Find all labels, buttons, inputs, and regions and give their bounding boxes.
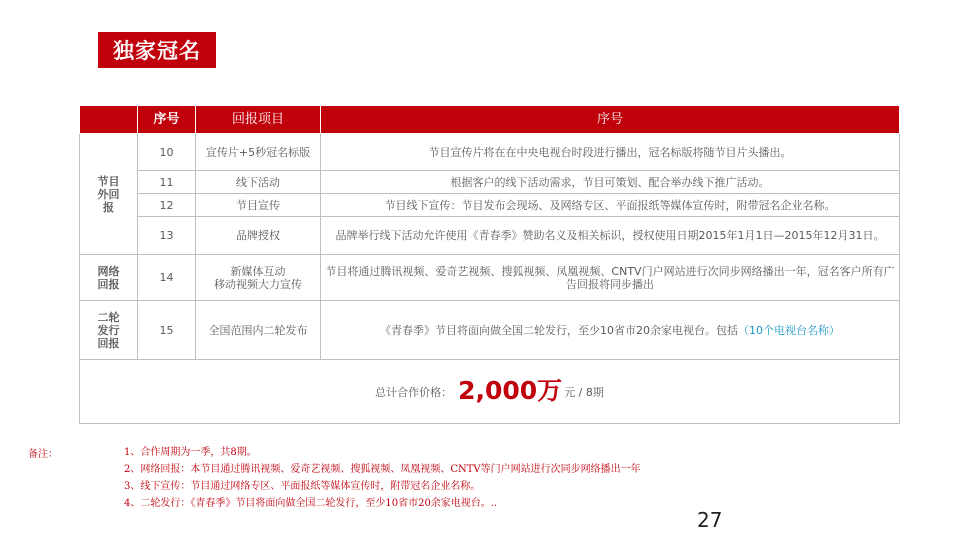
row-desc: 品牌举行线下活动允许使用《青春季》赞助名义及相关标识，授权使用日期2015年1月1日—2015年12月31日。 <box>321 217 900 255</box>
note-item: 4、二轮发行：《青春季》节目将面向做全国二轮发行，至少10省市20余家电视台。.. <box>124 498 498 509</box>
notes-list <box>124 444 824 512</box>
total-amount: 2,000万 <box>458 376 563 405</box>
row-item: 全国范围内二轮发布 <box>196 301 321 360</box>
row-item: 品牌授权 <box>196 217 321 255</box>
notes-label: 备注： <box>28 449 58 460</box>
row-item: 宣传片+5秒冠名标版 <box>196 134 321 171</box>
row-desc: 节目宣传片将在在中央电视台时段进行播出，冠名标版将随节目片头播出。 <box>321 134 900 171</box>
row-item: 线下活动 <box>196 171 321 194</box>
row-desc <box>321 301 900 360</box>
row-number: 10 <box>138 134 196 171</box>
row-number: 13 <box>138 217 196 255</box>
header-item: 回报项目 <box>196 106 321 134</box>
table-row <box>80 301 900 360</box>
row-number: 14 <box>138 255 196 301</box>
row-item: 节目宣传 <box>196 194 321 217</box>
table-row <box>80 134 900 171</box>
total-unit: 元 / 8期 <box>564 386 604 399</box>
page-number: 27 <box>697 508 723 532</box>
rewards-table <box>79 105 900 424</box>
row-number: 15 <box>138 301 196 360</box>
row-desc-text: 《青春季》节目将面向做全国二轮发行，至少10省市20余家电视台。包括 <box>380 323 738 337</box>
row-item: 新媒体互动 移动视频大力宣传 <box>196 255 321 301</box>
row-number: 12 <box>138 194 196 217</box>
table-row <box>80 194 900 217</box>
page-title: 独家冠名 <box>98 32 216 68</box>
table-row <box>80 255 900 301</box>
table-row <box>80 217 900 255</box>
tv-station-link[interactable]: （10个电视台名称） <box>738 323 840 337</box>
category-network: 网络 回报 <box>80 255 138 301</box>
table-row <box>80 171 900 194</box>
header-number: 序号 <box>138 106 196 134</box>
category-second-round: 二轮 发行 回报 <box>80 301 138 360</box>
note-item: 3、线下宣传：节目通过网络专区、平面报纸等媒体宣传时，附带冠名企业名称。 <box>124 481 481 492</box>
table-header-row <box>80 106 900 134</box>
note-item: 2、网络回报：本节目通过腾讯视频、爱奇艺视频、搜狐视频、凤凰视频、CNTV等门户网站进行次同步网络播出一年 <box>124 464 641 475</box>
row-desc: 根据客户的线下活动需求，节目可策划、配合举办线下推广活动。 <box>321 171 900 194</box>
total-row <box>80 360 900 424</box>
note-item: 1、合作周期为一季，共8期。 <box>124 447 257 458</box>
category-offline: 节目 外回 报 <box>80 134 138 255</box>
row-number: 11 <box>138 171 196 194</box>
total-label: 总计合作价格： <box>375 386 453 399</box>
total-cell <box>80 360 900 424</box>
header-blank <box>80 106 138 134</box>
row-desc: 节目将通过腾讯视频、爱奇艺视频、搜狐视频、凤凰视频、CNTV门户网站进行次同步网络播出一年，冠名客户所有广告回报将同步播出 <box>321 255 900 301</box>
header-desc: 序号 <box>321 106 900 134</box>
row-desc: 节目线下宣传：节目发布会现场、及网络专区、平面报纸等媒体宣传时，附带冠名企业名称。 <box>321 194 900 217</box>
